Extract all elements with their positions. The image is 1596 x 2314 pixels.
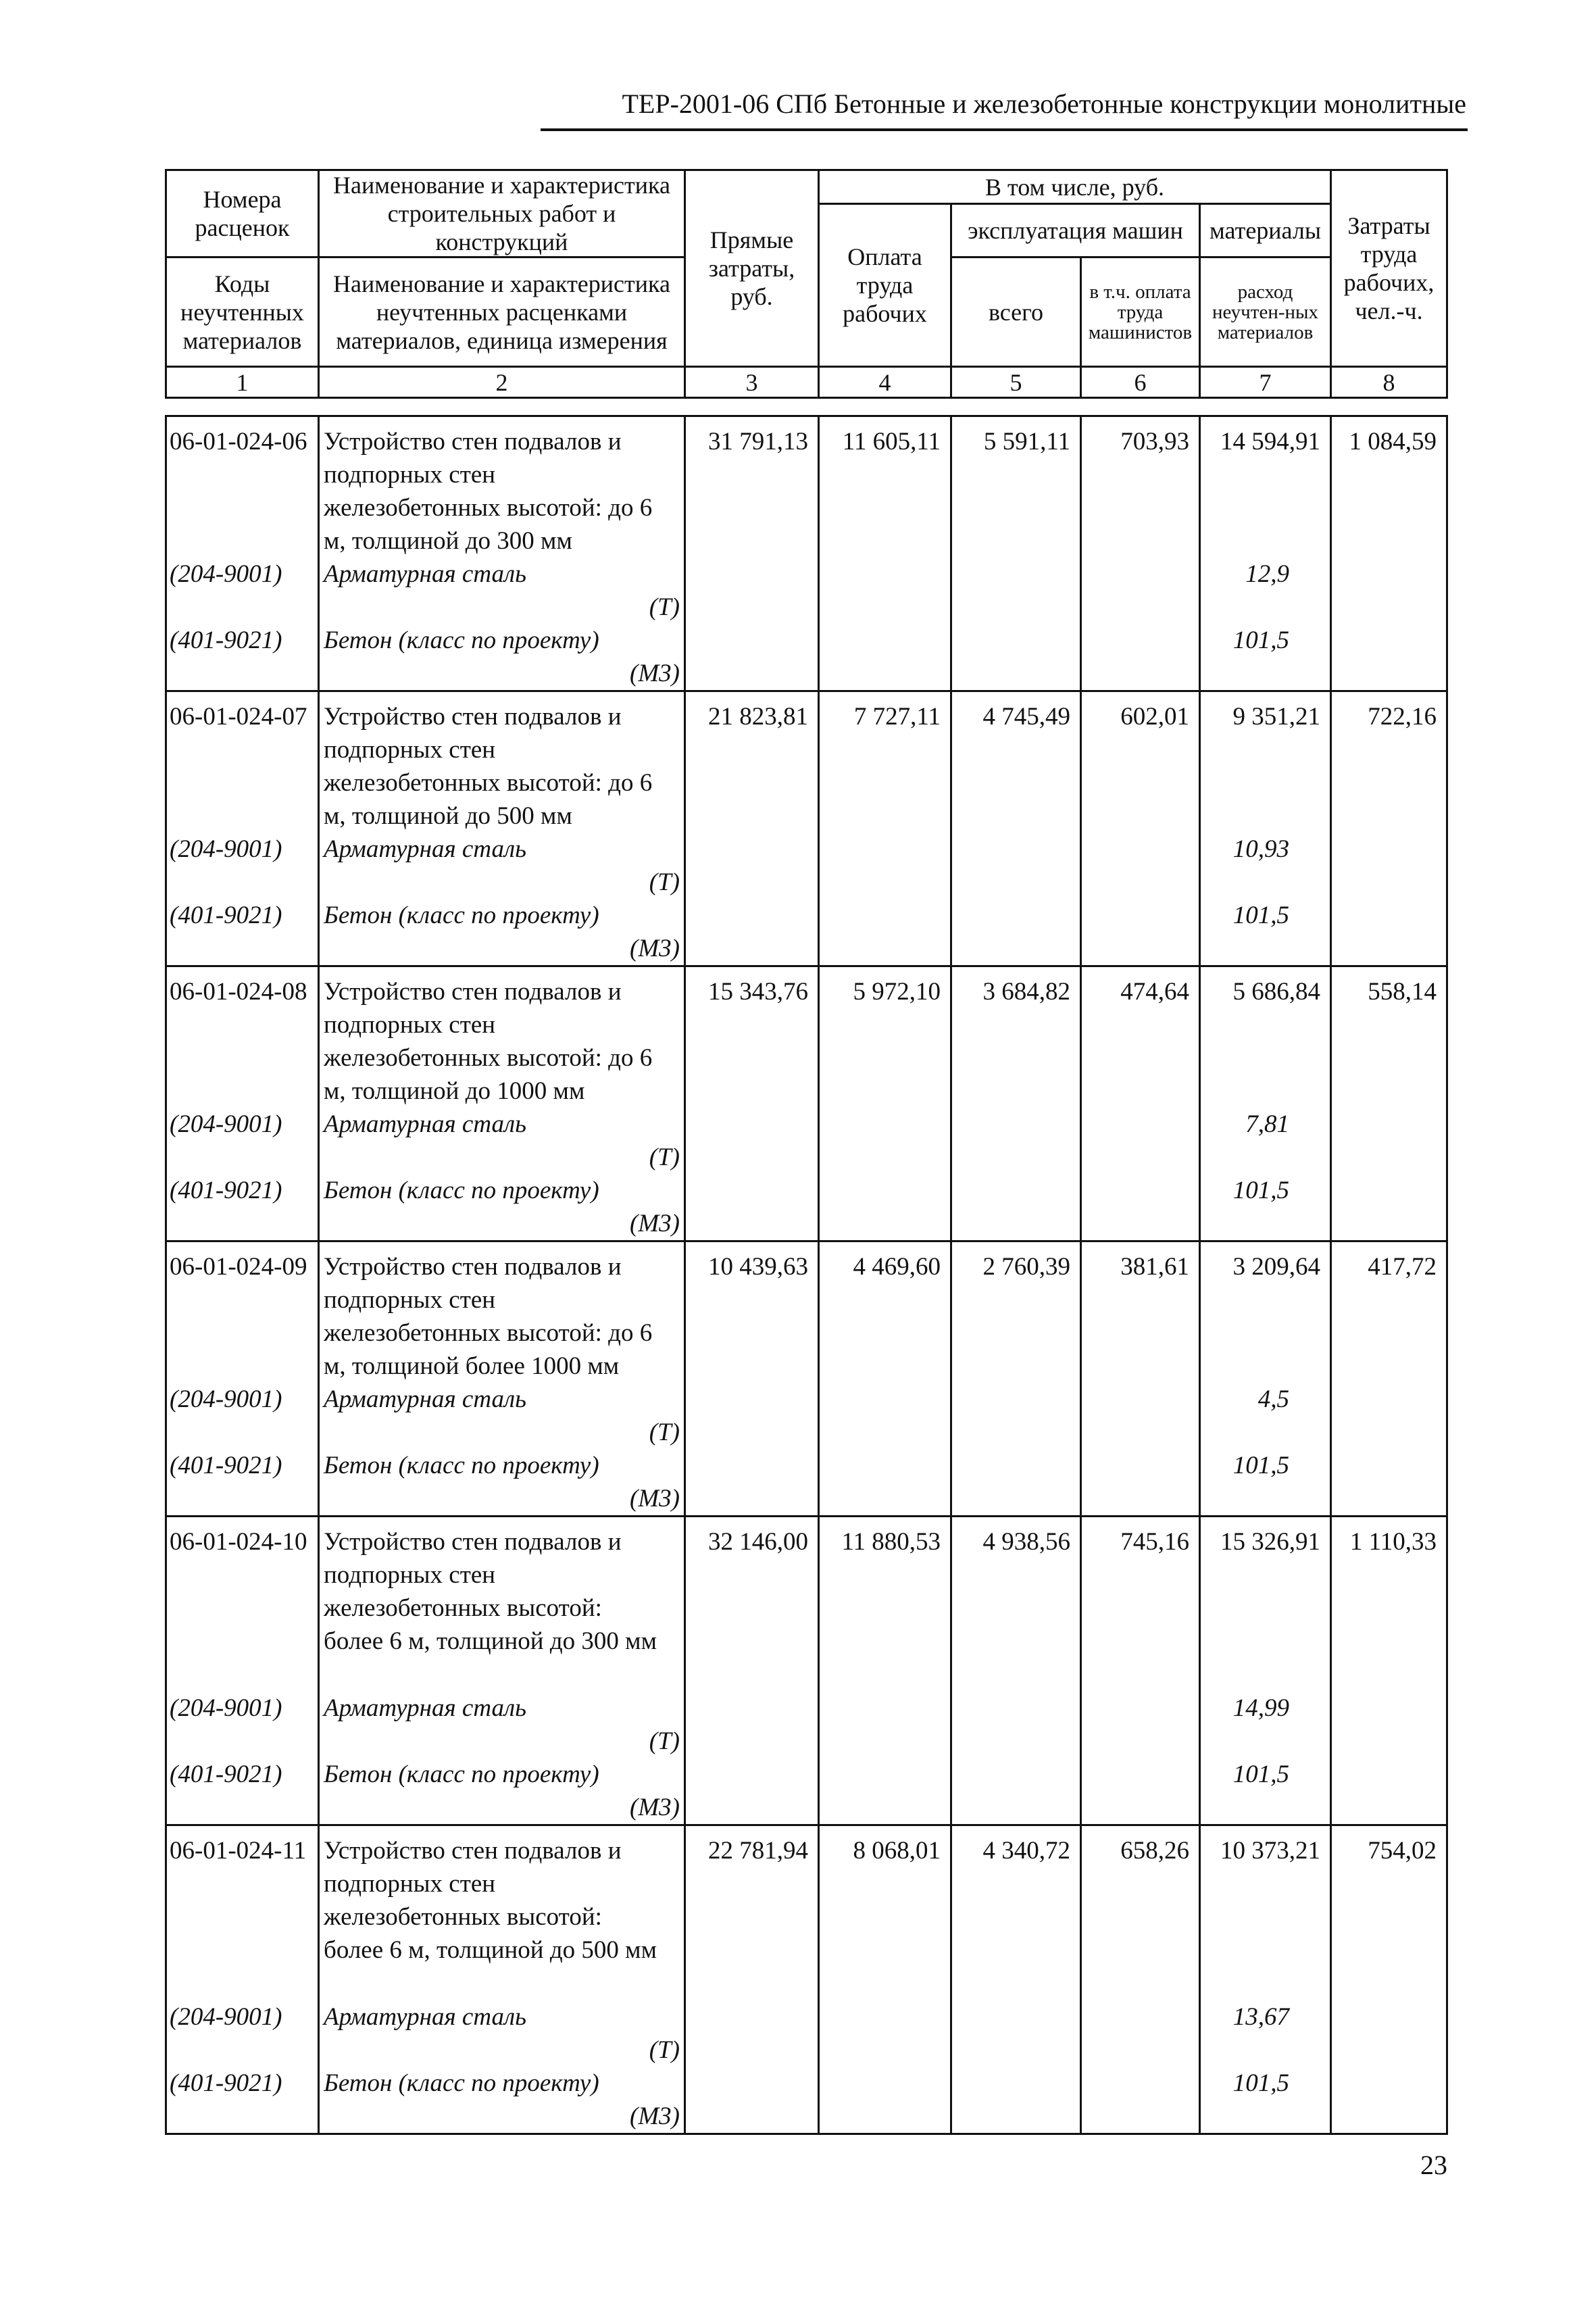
empty-cell: [951, 624, 1081, 691]
empty-cell: [685, 833, 819, 899]
material-code: (401-9021): [166, 2067, 319, 2134]
empty-cell: [819, 833, 951, 899]
material-quantity: 101,5: [1200, 2067, 1331, 2134]
empty-cell: [685, 1383, 819, 1449]
work-description: [319, 966, 685, 1108]
machines-total: 4 340,72: [951, 1825, 1081, 2001]
labor-hours: 722,16: [1331, 691, 1447, 833]
material-name: Арматурная сталь: [324, 1110, 526, 1138]
material-name-cell: [319, 1758, 685, 1825]
labor-pay: 5 972,10: [819, 966, 951, 1108]
material-row: [166, 899, 1447, 966]
empty-cell: [819, 899, 951, 966]
empty-cell: [685, 899, 819, 966]
material-quantity: 13,67: [1200, 2000, 1331, 2067]
table-header: [165, 169, 1448, 399]
description-line: железобетонных высотой:: [324, 1594, 602, 1622]
material-quantity: 10,93: [1200, 833, 1331, 899]
labor-hours: 417,72: [1331, 1241, 1447, 1383]
empty-cell: [1081, 1692, 1200, 1758]
empty-cell: [1331, 833, 1447, 899]
empty-cell: [1331, 1383, 1447, 1449]
empty-cell: [951, 1108, 1081, 1174]
header-rule: [541, 128, 1468, 131]
work-description: [319, 1241, 685, 1383]
material-row: [166, 1758, 1447, 1825]
material-name-cell: [319, 1692, 685, 1758]
empty-cell: [951, 1383, 1081, 1449]
material-quantity: 101,5: [1200, 1174, 1331, 1241]
empty-cell: [951, 1758, 1081, 1825]
material-name-cell: [319, 2067, 685, 2134]
header-name-bottom: Наименование и характеристика неучтенных расценками материалов, единица измерения: [319, 257, 685, 367]
header-name-top: Наименование и характеристика строительных работ и конструкций: [319, 170, 685, 257]
header-col-number: 5: [951, 367, 1081, 398]
rate-code: 06-01-024-09: [166, 1241, 319, 1383]
description-line: Устройство стен подвалов и: [324, 1253, 622, 1281]
rate-code: 06-01-024-07: [166, 691, 319, 833]
empty-cell: [685, 1174, 819, 1241]
material-name-cell: [319, 833, 685, 899]
empty-cell: [1081, 1108, 1200, 1174]
description-line: Устройство стен подвалов и: [324, 428, 622, 456]
material-code: (204-9001): [166, 1692, 319, 1758]
material-quantity: 7,81: [1200, 1108, 1331, 1174]
header-codes-bottom: Коды неучтенных материалов: [166, 257, 319, 367]
description-line: более 6 м, толщиной до 500 мм: [324, 1936, 657, 1964]
header-operators-pay: в т.ч. оплата труда машинистов: [1081, 257, 1200, 367]
empty-cell: [819, 1108, 951, 1174]
material-row: [166, 1692, 1447, 1758]
material-name: Бетон (класс по проекту): [324, 2069, 599, 2097]
machines-total: 3 684,82: [951, 966, 1081, 1108]
empty-cell: [1081, 899, 1200, 966]
description-line: более 6 м, толщиной до 300 мм: [324, 1627, 657, 1655]
empty-cell: [685, 1108, 819, 1174]
empty-cell: [1331, 1449, 1447, 1517]
rate-code: 06-01-024-06: [166, 416, 319, 558]
material-quantity: 101,5: [1200, 1758, 1331, 1825]
rate-code: 06-01-024-10: [166, 1517, 319, 1692]
empty-cell: [819, 1692, 951, 1758]
description-line: м, толщиной до 500 мм: [324, 802, 572, 830]
header-machines-total: всего: [951, 257, 1081, 367]
labor-hours: 754,02: [1331, 1825, 1447, 2001]
material-unit: (М3): [630, 935, 680, 962]
material-name: Бетон (класс по проекту): [324, 902, 599, 929]
empty-cell: [1331, 899, 1447, 966]
empty-cell: [951, 1692, 1081, 1758]
empty-cell: [819, 1174, 951, 1241]
direct-costs: 15 343,76: [685, 966, 819, 1108]
direct-costs: 10 439,63: [685, 1241, 819, 1383]
material-code: (204-9001): [166, 558, 319, 624]
work-description: [319, 1517, 685, 1692]
material-code: (401-9021): [166, 1758, 319, 1825]
operators-pay: 474,64: [1081, 966, 1200, 1108]
header-col-number: 2: [319, 367, 685, 398]
empty-cell: [1081, 2067, 1200, 2134]
header-col-number: 3: [685, 367, 819, 398]
material-code: (204-9001): [166, 1383, 319, 1449]
description-line: подпорных стен: [324, 1286, 496, 1314]
material-row: [166, 1108, 1447, 1174]
empty-cell: [819, 2000, 951, 2067]
material-quantity: 101,5: [1200, 1449, 1331, 1517]
materials-cost: 10 373,21: [1200, 1825, 1331, 2001]
operators-pay: 745,16: [1081, 1517, 1200, 1692]
empty-cell: [1331, 1108, 1447, 1174]
material-quantity: 101,5: [1200, 624, 1331, 691]
machines-total: 4 745,49: [951, 691, 1081, 833]
material-name-cell: [319, 1383, 685, 1449]
empty-cell: [951, 833, 1081, 899]
material-name: Бетон (класс по проекту): [324, 626, 599, 654]
labor-hours: 1 110,33: [1331, 1517, 1447, 1692]
empty-cell: [1081, 2000, 1200, 2067]
material-row: [166, 1174, 1447, 1241]
description-line: м, толщиной до 300 мм: [324, 527, 572, 555]
direct-costs: 31 791,13: [685, 416, 819, 558]
empty-cell: [951, 1174, 1081, 1241]
material-name-cell: [319, 1449, 685, 1517]
header-col-number: 7: [1200, 367, 1331, 398]
labor-pay: 11 605,11: [819, 416, 951, 558]
empty-cell: [1331, 1758, 1447, 1825]
materials-cost: 14 594,91: [1200, 416, 1331, 558]
operators-pay: 658,26: [1081, 1825, 1200, 2001]
header-col-number: 1: [166, 367, 319, 398]
machines-total: 4 938,56: [951, 1517, 1081, 1692]
header-group-title: В том числе, руб.: [819, 170, 1331, 204]
empty-cell: [1331, 624, 1447, 691]
material-row: [166, 2000, 1447, 2067]
labor-pay: 4 469,60: [819, 1241, 951, 1383]
empty-cell: [1331, 2067, 1447, 2134]
work-description: [319, 416, 685, 558]
empty-cell: [1081, 833, 1200, 899]
material-code: (401-9021): [166, 624, 319, 691]
empty-cell: [819, 2067, 951, 2134]
empty-cell: [819, 1758, 951, 1825]
materials-cost: 15 326,91: [1200, 1517, 1331, 1692]
empty-cell: [951, 2067, 1081, 2134]
materials-cost: 5 686,84: [1200, 966, 1331, 1108]
material-row: [166, 558, 1447, 624]
description-line: подпорных стен: [324, 461, 496, 489]
description-line: Устройство стен подвалов и: [324, 1837, 622, 1865]
header-col-number: 4: [819, 367, 951, 398]
empty-cell: [1331, 558, 1447, 624]
header-col-number: 8: [1331, 367, 1447, 398]
material-row: [166, 833, 1447, 899]
table-row: [166, 1517, 1447, 1692]
empty-cell: [685, 1449, 819, 1517]
work-description: [319, 691, 685, 833]
labor-hours: 1 084,59: [1331, 416, 1447, 558]
labor-hours: 558,14: [1331, 966, 1447, 1108]
operators-pay: 381,61: [1081, 1241, 1200, 1383]
operators-pay: 602,01: [1081, 691, 1200, 833]
material-unit: (М3): [630, 660, 680, 687]
operators-pay: 703,93: [1081, 416, 1200, 558]
header-materials: материалы: [1200, 204, 1331, 257]
table-row: [166, 966, 1447, 1108]
header-codes-top: Номера расценок: [166, 170, 319, 257]
description-line: железобетонных высотой: до 6: [324, 1044, 653, 1072]
empty-cell: [1331, 1174, 1447, 1241]
empty-cell: [685, 2067, 819, 2134]
estimates-table: [165, 415, 1448, 2135]
header-unaccounted-materials: расход неучтен-ных материалов: [1200, 257, 1331, 367]
empty-cell: [1081, 1174, 1200, 1241]
rate-code: 06-01-024-11: [166, 1825, 319, 2001]
empty-cell: [1081, 558, 1200, 624]
materials-cost: 9 351,21: [1200, 691, 1331, 833]
material-unit: (Т): [649, 868, 680, 896]
material-code: (204-9001): [166, 2000, 319, 2067]
empty-cell: [685, 558, 819, 624]
description-line: железобетонных высотой: до 6: [324, 494, 653, 522]
material-name-cell: [319, 1108, 685, 1174]
table-row: [166, 416, 1447, 558]
empty-cell: [1081, 1758, 1200, 1825]
table-row: [166, 691, 1447, 833]
empty-cell: [1081, 1383, 1200, 1449]
material-name: Бетон (класс по проекту): [324, 1177, 599, 1204]
material-quantity: 4,5: [1200, 1383, 1331, 1449]
description-line: м, толщиной до 1000 мм: [324, 1077, 585, 1105]
description-line: подпорных стен: [324, 1561, 496, 1589]
table-row: [166, 1825, 1447, 2001]
header-col-number: 6: [1081, 367, 1200, 398]
table-row: [166, 1241, 1447, 1383]
description-line: подпорных стен: [324, 1870, 496, 1898]
material-name-cell: [319, 2000, 685, 2067]
material-code: (204-9001): [166, 1108, 319, 1174]
description-line: Устройство стен подвалов и: [324, 1528, 622, 1556]
material-quantity: 12,9: [1200, 558, 1331, 624]
description-line: подпорных стен: [324, 1011, 496, 1039]
labor-pay: 8 068,01: [819, 1825, 951, 2001]
material-unit: (Т): [649, 1419, 680, 1446]
empty-cell: [1081, 624, 1200, 691]
empty-cell: [819, 1383, 951, 1449]
material-row: [166, 1449, 1447, 1517]
material-name: Арматурная сталь: [324, 1694, 526, 1722]
material-unit: (М3): [630, 1794, 680, 1821]
material-unit: (Т): [649, 1727, 680, 1755]
header-labor-pay: Оплата труда рабочих: [819, 204, 951, 367]
empty-cell: [951, 558, 1081, 624]
material-name: Арматурная сталь: [324, 835, 526, 863]
material-code: (401-9021): [166, 1449, 319, 1517]
empty-cell: [819, 1449, 951, 1517]
direct-costs: 21 823,81: [685, 691, 819, 833]
material-unit: (Т): [649, 1143, 680, 1171]
material-code: (401-9021): [166, 1174, 319, 1241]
material-row: [166, 1383, 1447, 1449]
page-number: 23: [1420, 2150, 1447, 2180]
material-unit: (М3): [630, 2102, 680, 2130]
empty-cell: [685, 1692, 819, 1758]
description-line: железобетонных высотой:: [324, 1903, 602, 1931]
material-unit: (М3): [630, 1485, 680, 1512]
material-unit: (М3): [630, 1210, 680, 1237]
material-name: Бетон (класс по проекту): [324, 1761, 599, 1788]
labor-pay: 7 727,11: [819, 691, 951, 833]
header-labor-hours: Затраты труда рабочих, чел.-ч.: [1331, 170, 1447, 367]
material-name: Арматурная сталь: [324, 2003, 526, 2031]
description-line: м, толщиной более 1000 мм: [324, 1352, 620, 1380]
machines-total: 5 591,11: [951, 416, 1081, 558]
empty-cell: [951, 1449, 1081, 1517]
material-name-cell: [319, 624, 685, 691]
material-quantity: 101,5: [1200, 899, 1331, 966]
work-description: [319, 1825, 685, 2001]
materials-cost: 3 209,64: [1200, 1241, 1331, 1383]
material-quantity: 14,99: [1200, 1692, 1331, 1758]
material-name: Арматурная сталь: [324, 1385, 526, 1413]
header-direct-costs: Прямые затраты, руб.: [685, 170, 819, 367]
empty-cell: [685, 1758, 819, 1825]
material-row: [166, 624, 1447, 691]
material-name-cell: [319, 1174, 685, 1241]
material-code: (401-9021): [166, 899, 319, 966]
empty-cell: [685, 624, 819, 691]
empty-cell: [1331, 1692, 1447, 1758]
description-line: подпорных стен: [324, 736, 496, 764]
material-name: Арматурная сталь: [324, 560, 526, 588]
empty-cell: [685, 2000, 819, 2067]
description-line: Устройство стен подвалов и: [324, 978, 622, 1006]
empty-cell: [819, 624, 951, 691]
material-name-cell: [319, 558, 685, 624]
empty-cell: [1081, 1449, 1200, 1517]
rate-code: 06-01-024-08: [166, 966, 319, 1108]
labor-pay: 11 880,53: [819, 1517, 951, 1692]
empty-cell: [951, 2000, 1081, 2067]
material-code: (204-9001): [166, 833, 319, 899]
empty-cell: [951, 899, 1081, 966]
empty-cell: [819, 558, 951, 624]
material-name: Бетон (класс по проекту): [324, 1452, 599, 1479]
description-line: Устройство стен подвалов и: [324, 703, 622, 731]
machines-total: 2 760,39: [951, 1241, 1081, 1383]
direct-costs: 32 146,00: [685, 1517, 819, 1692]
description-line: железобетонных высотой: до 6: [324, 1319, 653, 1347]
material-row: [166, 2067, 1447, 2134]
material-unit: (Т): [649, 593, 680, 621]
header-machines: эксплуатация машин: [951, 204, 1200, 257]
material-name-cell: [319, 899, 685, 966]
empty-cell: [1331, 2000, 1447, 2067]
direct-costs: 22 781,94: [685, 1825, 819, 2001]
description-line: железобетонных высотой: до 6: [324, 769, 653, 797]
running-header: ТЕР-2001-06 СПб Бетонные и железобетонные конструкции монолитные: [622, 89, 1466, 119]
material-unit: (Т): [649, 2036, 680, 2064]
